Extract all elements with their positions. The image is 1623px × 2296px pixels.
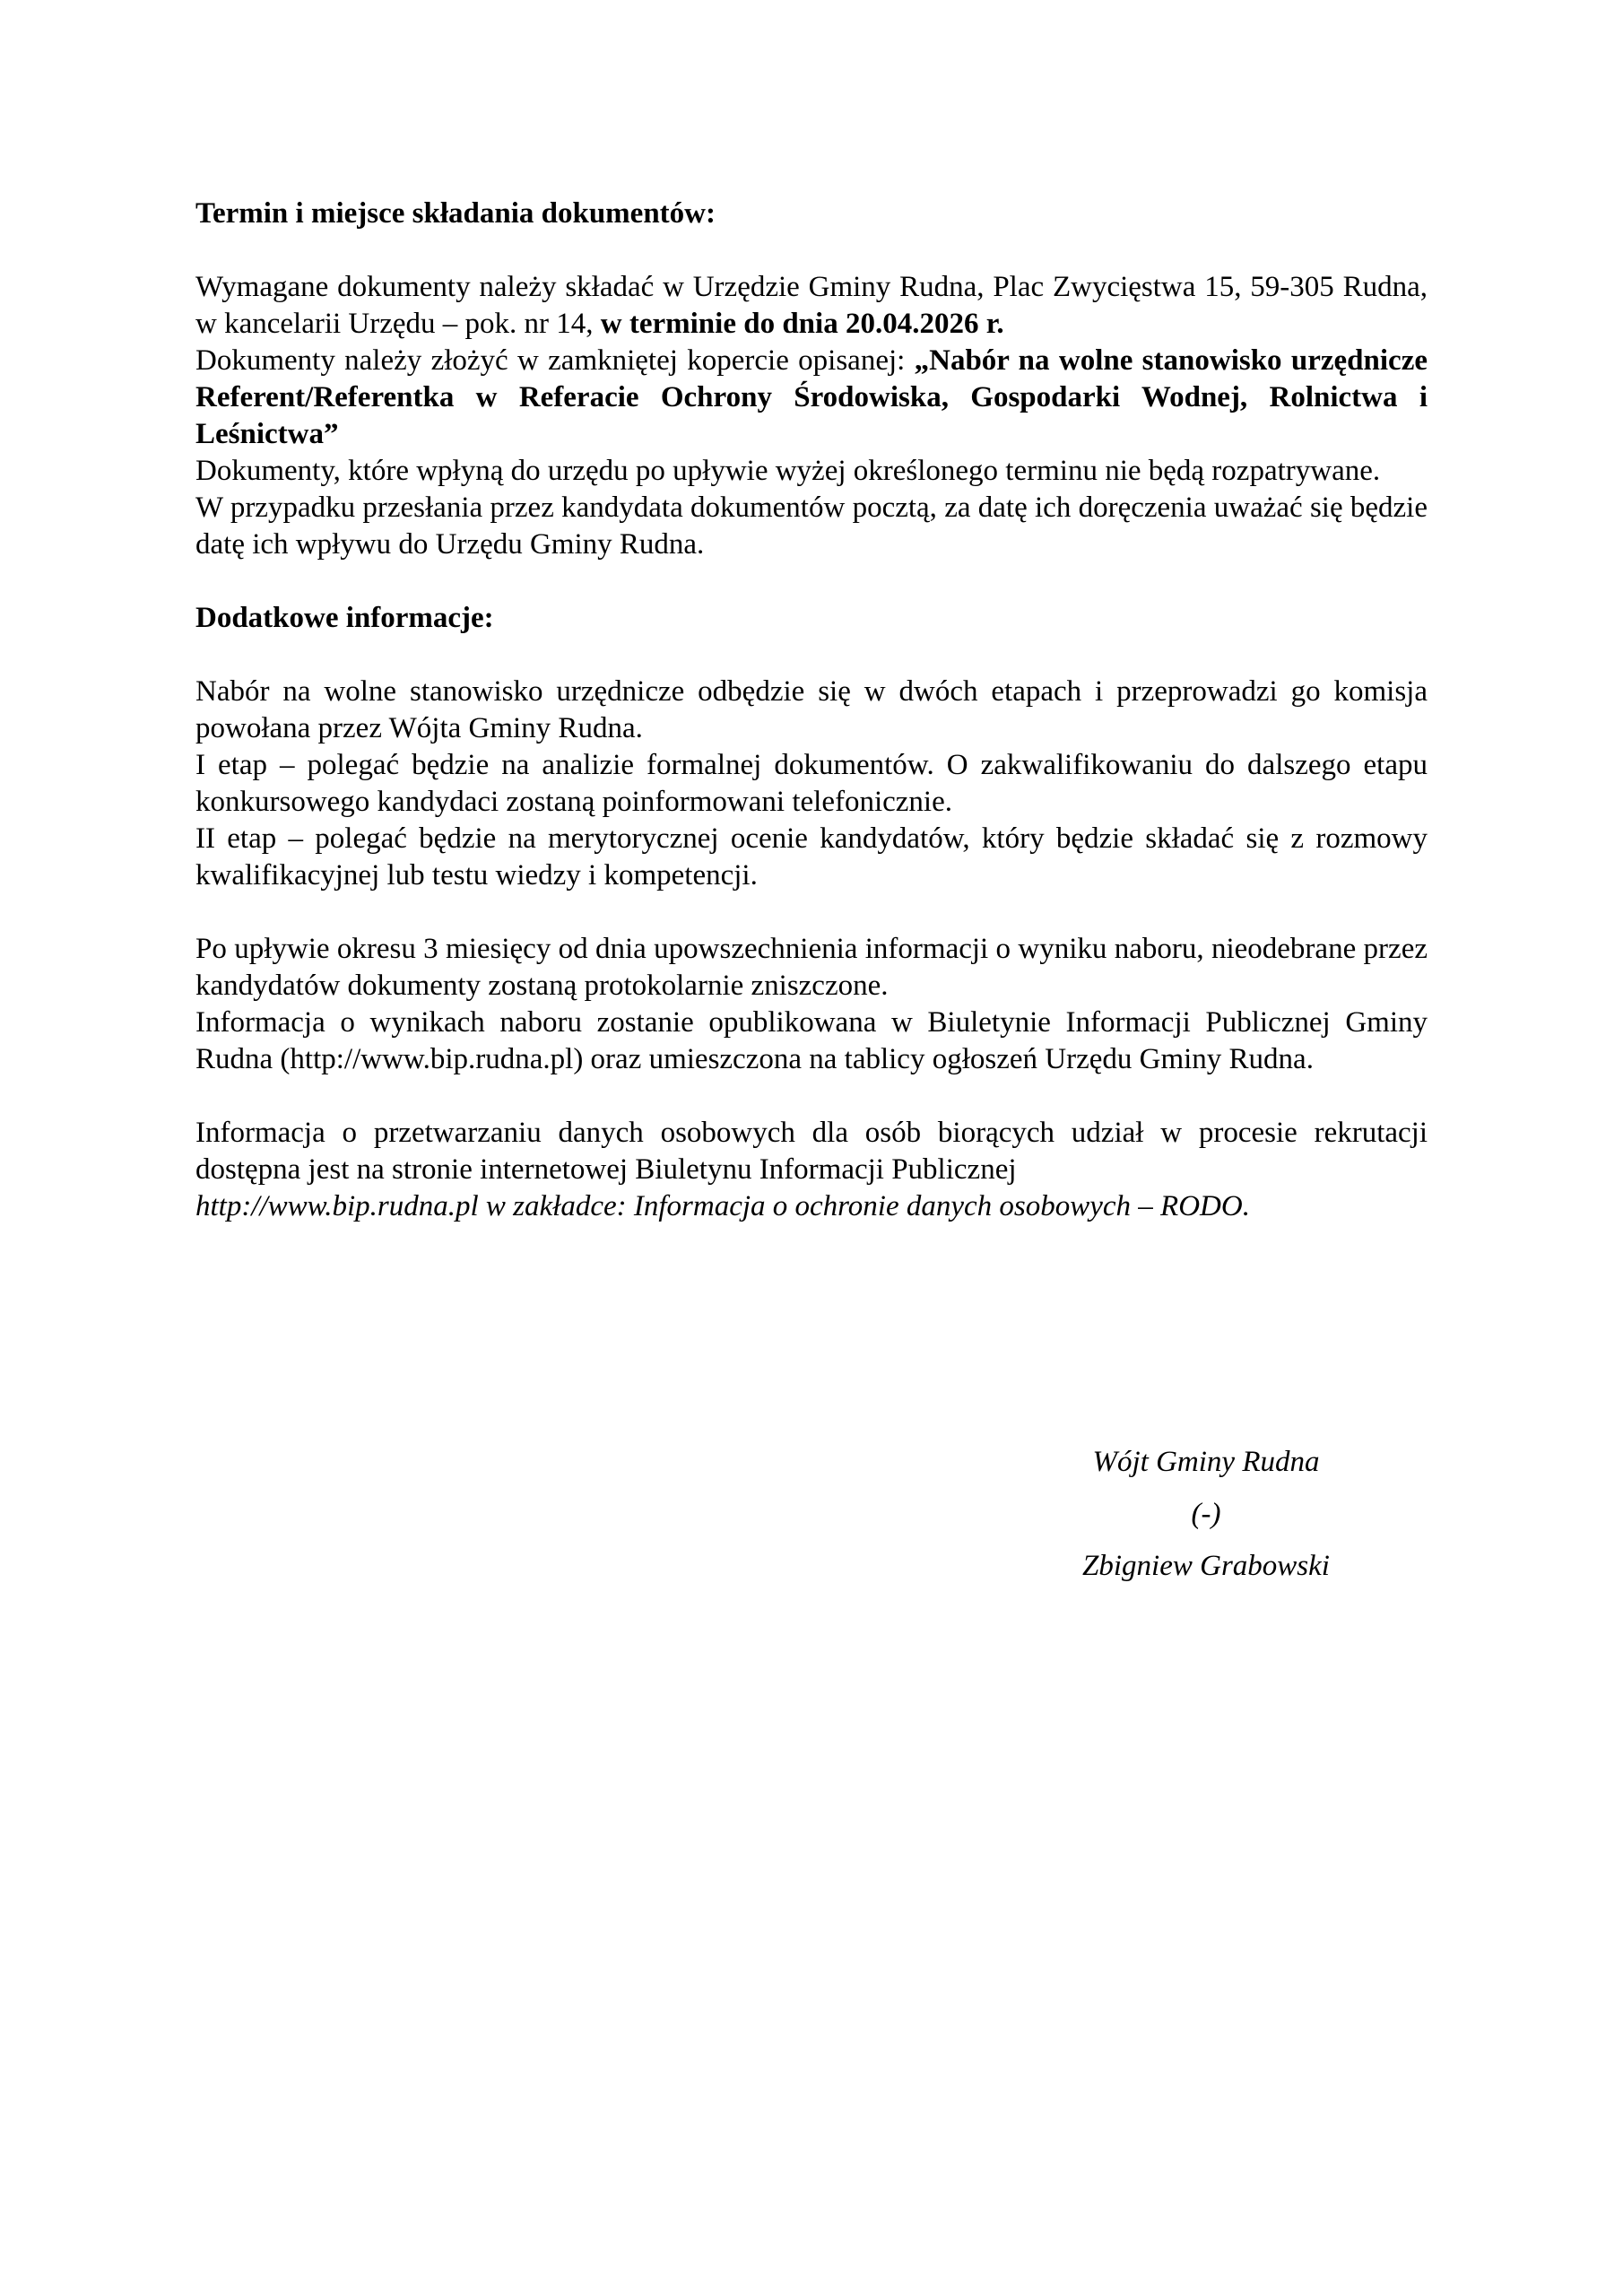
signature-name: Zbigniew Grabowski xyxy=(1082,1550,1330,1582)
paragraph xyxy=(195,931,1428,1004)
blank-line xyxy=(195,232,1428,269)
text-run: II etap – polegać będzie na merytorycznej ocenie kandydatów, który będzie składać się z rozmowy kwalifikacyjnej lub testu wiedzy i kompetencji. xyxy=(195,822,1428,891)
paragraph xyxy=(195,1004,1428,1078)
text-run: „Nabór na wolne stanowisko urzędnicze Referent/Referentka w Referacie Ochrony Środowiska, Gospodarki Wodnej, Rolnictwa i Leśnictwa” xyxy=(195,344,1428,450)
text-run: Termin i miejsce składania dokumentów: xyxy=(195,197,716,230)
document-body xyxy=(195,196,1428,1225)
paragraph xyxy=(195,269,1428,343)
text-run: Dodatkowe informacje: xyxy=(195,602,494,634)
paragraph xyxy=(195,1115,1428,1188)
section-heading xyxy=(195,196,1428,232)
text-run: http://www.bip.rudna.pl w zakładce: Informacja o ochronie danych osobowych – RODO. xyxy=(195,1190,1250,1222)
paragraph xyxy=(195,674,1428,747)
text-run: I etap – polegać będzie na analizie formalnej dokumentów. O zakwalifikowaniu do dalszego etapu konkursowego kandydaci zostaną poinformowani telefonicznie. xyxy=(195,749,1428,818)
section-heading xyxy=(195,600,1428,637)
signature-title: Wójt Gminy Rudna xyxy=(1092,1446,1320,1478)
blank-line xyxy=(195,637,1428,674)
paragraph xyxy=(195,453,1428,490)
text-run: w terminie do dnia 20.04.2026 r. xyxy=(600,308,1004,340)
blank-line xyxy=(195,1078,1428,1115)
paragraph xyxy=(195,821,1428,894)
signature-block xyxy=(937,1436,1475,1592)
text-run: W przypadku przesłania przez kandydata dokumentów pocztą, za datę ich doręczenia uważać się będzie datę ich wpływu do Urzędu Gminy Rudna. xyxy=(195,491,1428,561)
paragraph xyxy=(195,490,1428,563)
text-run: Nabór na wolne stanowisko urzędnicze odbędzie się w dwóch etapach i przeprowadzi go komisja powołana przez Wójta Gminy Rudna. xyxy=(195,675,1428,744)
text-run: Dokumenty należy złożyć w zamkniętej kopercie opisanej: xyxy=(195,344,915,377)
blank-line xyxy=(195,563,1428,600)
paragraph xyxy=(195,747,1428,821)
text-run: Wymagane dokumenty należy składać w Urzędzie Gminy Rudna, Plac Zwycięstwa 15, 59-305 Rudna, w kancelarii Urzędu – pok. nr 14, xyxy=(195,271,1428,340)
signature-dash: (-) xyxy=(1191,1498,1221,1530)
text-run: Informacja o wynikach naboru zostanie opublikowana w Biuletynie Informacji Publicznej Gminy Rudna (http://www.bip.rudna.pl) oraz umieszczona na tablicy ogłoszeń Urzędu Gminy Rudna. xyxy=(195,1006,1428,1075)
text-run: Dokumenty, które wpłyną do urzędu po upływie wyżej określonego terminu nie będą rozpatrywane. xyxy=(195,455,1381,487)
paragraph xyxy=(195,1188,1428,1225)
paragraph xyxy=(195,343,1428,453)
text-run: Po upływie okresu 3 miesięcy od dnia upowszechnienia informacji o wyniku naboru, nieodebrane przez kandydatów dokumenty zostaną protokolarnie zniszczone. xyxy=(195,933,1428,1002)
text-run: Informacja o przetwarzaniu danych osobowych dla osób biorących udział w procesie rekrutacji dostępna jest na stronie internetowej Biuletynu Informacji Publicznej xyxy=(195,1117,1428,1186)
blank-line xyxy=(195,894,1428,931)
